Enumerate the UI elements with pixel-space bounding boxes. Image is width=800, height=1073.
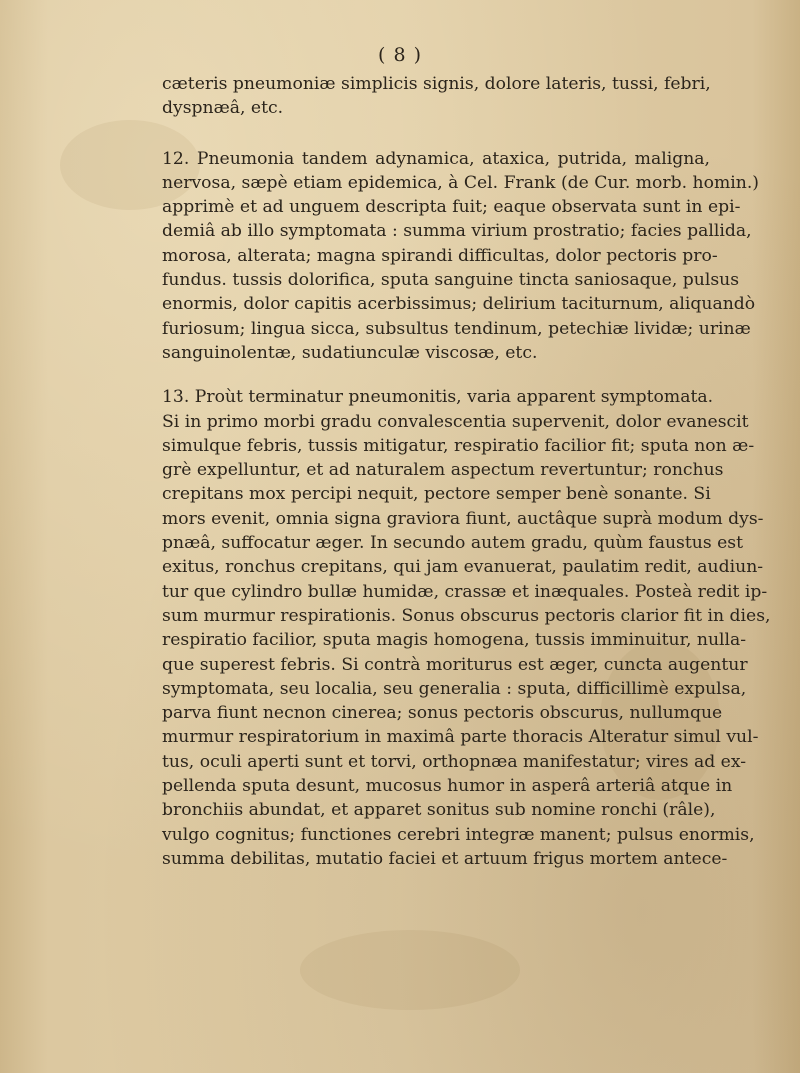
text-line: Si in primo morbi gradu convalescentia supervenit, dolor evanescit [162,411,749,432]
text-line: crepitans mox percipi nequit, pectore semper benè sonante. Si [162,484,711,505]
text-line: bronchiis abundat, et apparet sonitus sub nomine ronchi (râle), [162,800,716,821]
text-line: 13. Proùt terminatur pneumonitis, varia apparent symptomata. [162,387,714,408]
text-line: fundus. tussis dolorifica, sputa sanguine tincta saniosaque, pulsus [162,270,740,291]
text-line: dyspnæâ, etc. [162,98,284,119]
text-line: demiâ ab illo symptomata : summa virium prostratio; facies pallida, [162,221,752,242]
text-line: pellenda sputa desunt, mucosus humor in asperâ arteriâ atque in [162,776,733,797]
text-line: sum murmur respirationis. Sonus obscurus pectoris clarior fit in dies, [162,605,771,626]
body-text [162,72,771,871]
text-line: parva fiunt necnon cinerea; sonus pectoris obscurus, nullumque [162,703,723,724]
text-line: mors evenit, omnia signa graviora fiunt, auctâque suprà modum dys- [162,508,764,529]
text-line: nervosa, sæpè etiam epidemica, à Cel. Frank (de Cur. morb. homin.) [162,172,759,193]
text-line: vulgo cognitus; functiones cerebri integræ manent; pulsus enormis, [162,824,755,845]
text-line: sanguinolentæ, sudatiunculæ viscosæ, etc. [162,342,538,363]
page-number: ( 8 ) [378,44,422,66]
text-line: respiratio facilior, sputa magis homogena, tussis imminuitur, nulla- [162,630,747,651]
text-line: simulque febris, tussis mitigatur, respiratio facilior fit; sputa non æ- [162,435,755,456]
text-line: enormis, dolor capitis acerbissimus; delirium taciturnum, aliquandò [162,294,756,315]
paragraph-section-12 [162,147,759,366]
paper-stain [300,930,520,1010]
text-line: tur que cylindro bullæ humidæ, crassæ et inæquales. Posteà redit ip- [162,581,768,602]
text-line: que superest febris. Si contrà moriturus est æger, cuncta augentur [162,654,748,675]
text-line: summa debilitas, mutatio faciei et artuum frigus mortem antece- [162,848,728,869]
text-line: grè expelluntur, et ad naturalem aspectum revertuntur; ronchus [162,460,724,481]
text-line: tus, oculi aperti sunt et torvi, orthopnæa manifestatur; vires ad ex- [162,751,747,772]
text-line: 12. Pneumonia tandem adynamica, ataxica, putrida, maligna, [162,148,710,169]
text-line: symptomata, seu localia, seu generalia : sputa, difficillimè expulsa, [162,678,747,699]
text-line: apprimè et ad unguem descripta fuit; eaque observata sunt in epi- [162,197,741,218]
text-line: murmur respiratorium in maximâ parte thoracis Alteratur simul vul- [162,727,759,748]
paragraph-continuation [162,72,710,121]
text-line: morosa, alterata; magna spirandi difficultas, dolor pectoris pro- [162,245,718,266]
text-line: exitus, ronchus crepitans, qui jam evanuerat, paulatim redit, audiun- [162,557,764,578]
text-line: cæteris pneumoniæ simplicis signis, dolore lateris, tussi, febri, [162,74,711,94]
paragraph-section-13 [162,385,771,871]
text-line: furiosum; lingua sicca, subsultus tendinum, petechiæ lividæ; urinæ [162,318,751,339]
text-line: pnæâ, suffocatur æger. In secundo autem gradu, quùm faustus est [162,533,744,554]
